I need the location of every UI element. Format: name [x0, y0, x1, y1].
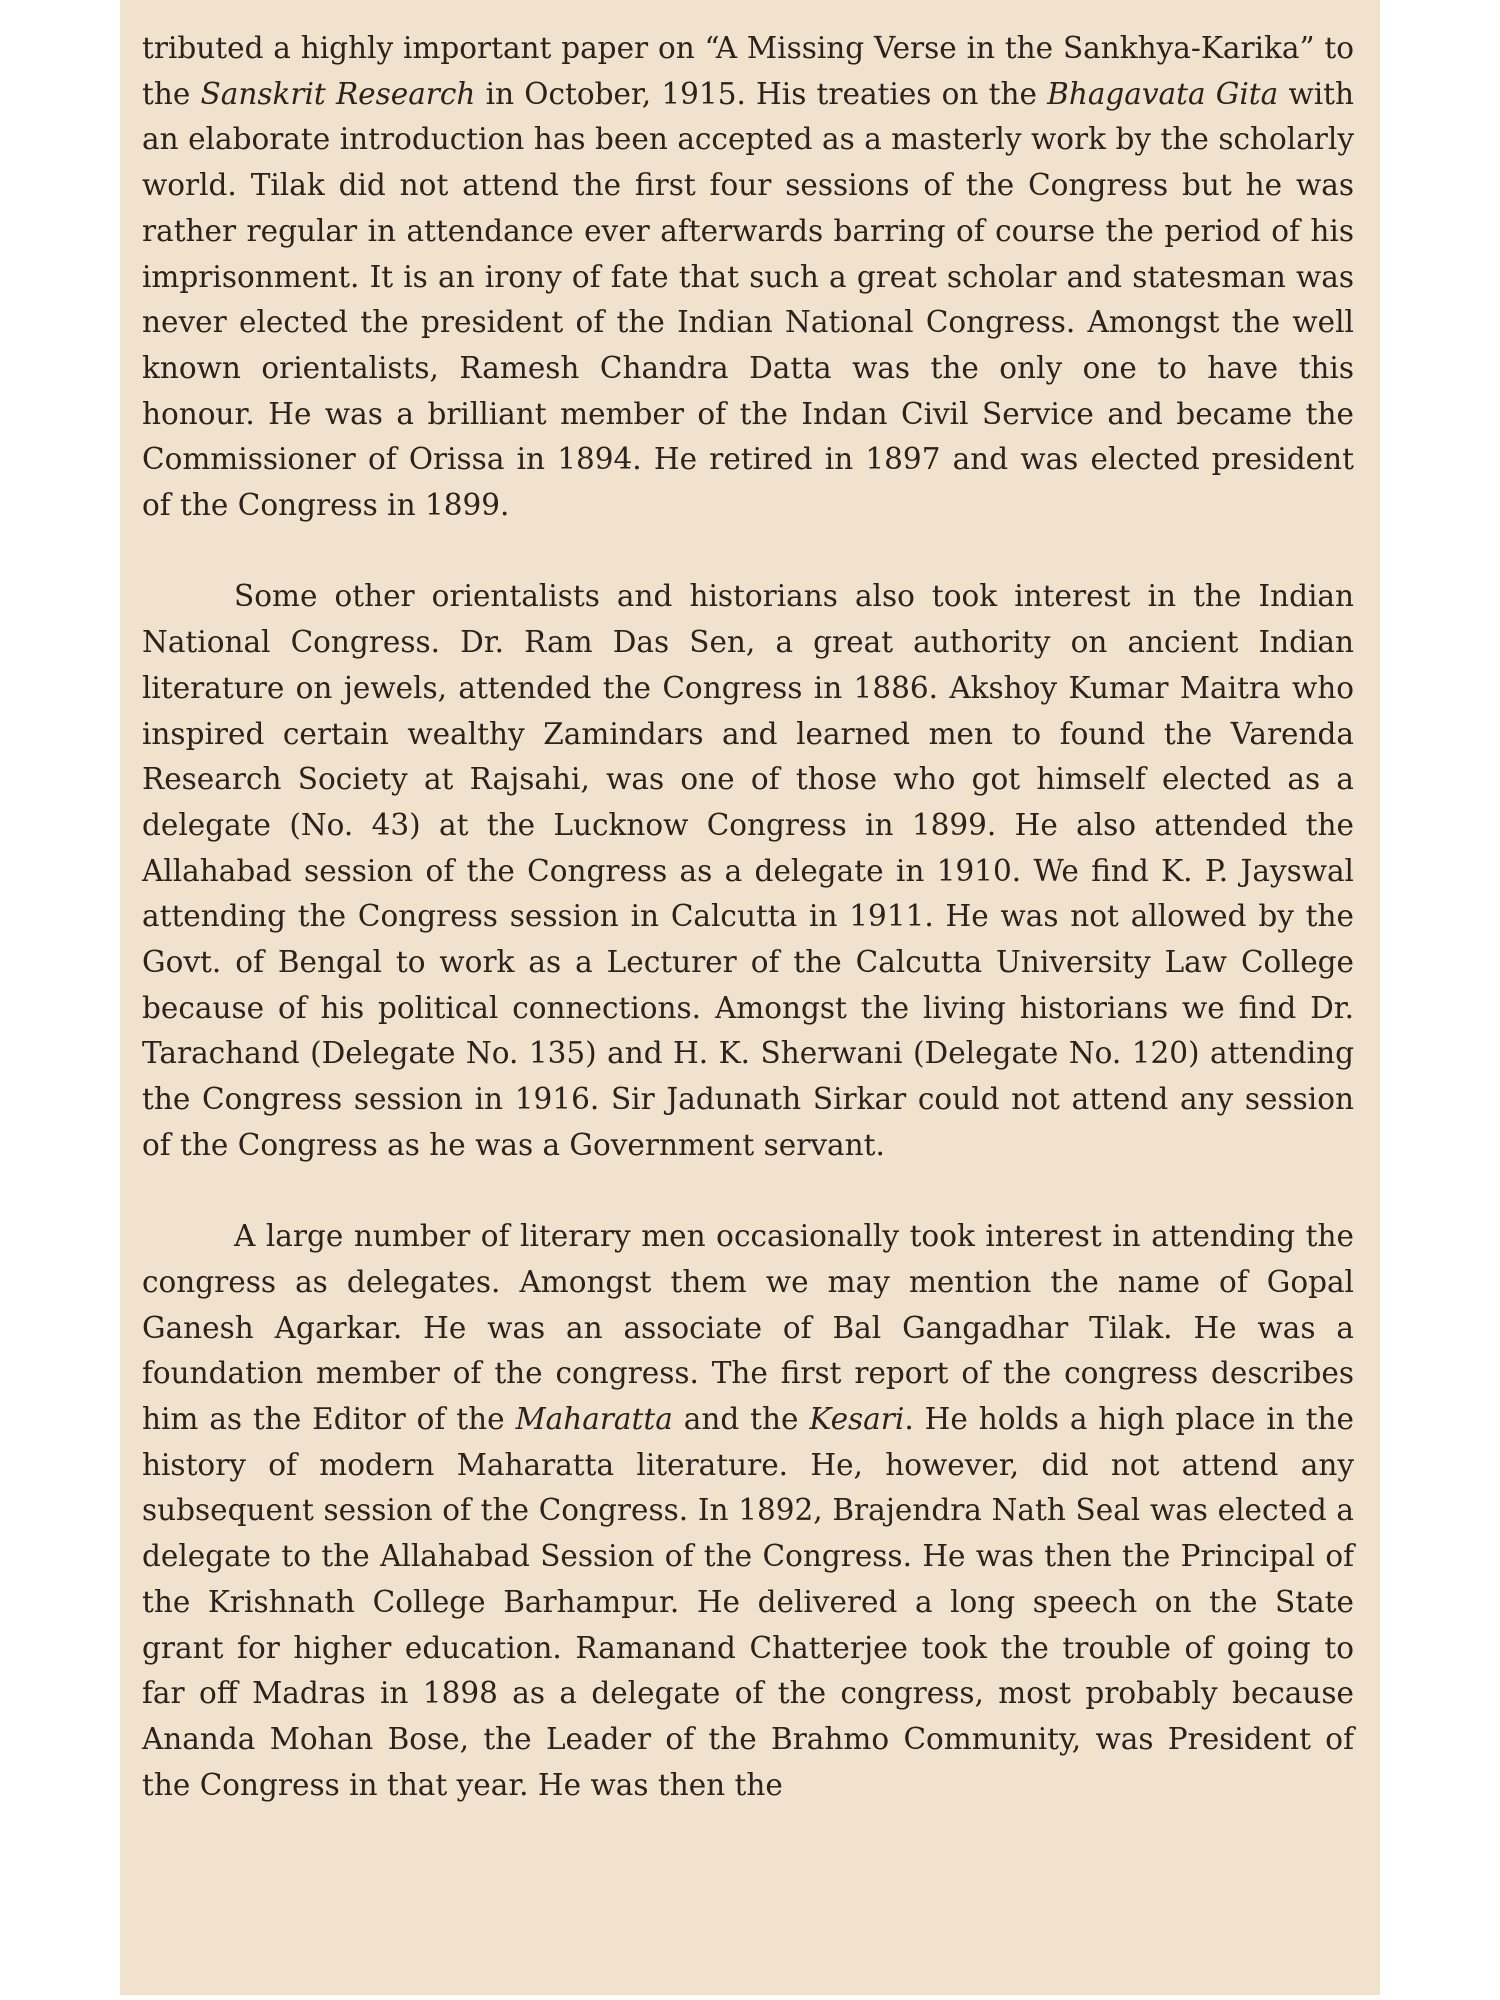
text-segment: . He holds a high place in the history of modern Maharatta literature. He, however, did not attend any subsequent session of the Congress. In 1892, Brajendra Nath Seal was elected a delegate to the Allahabad Session of the Congress. He was then the Principal of the Krishnath College Barhampur. He delivered a long speech on the State grant for higher education. Ramanand Chatterjee took the trouble of going to far off Madras in 1898 as a delegate of the congress, most probably because Ananda Mohan Bose, the Leader of the Brahmo Community, was President of the Congress in that year. He was then the — [142, 1402, 1354, 1802]
newspaper-title-kesari: Kesari — [809, 1402, 905, 1437]
paragraph-gap — [142, 529, 1354, 575]
paragraph-3 — [142, 1214, 1354, 1808]
text-segment: A large number of literary men occasionally took interest in attending the congress as delegates. Amongst them we may mention the name of Gopal Ganesh Agarkar. He was an associate of Bal Gangadhar Tilak. He was a foundation member of the congress. The first report of the congress describes him as the Editor of the — [142, 1219, 1354, 1437]
paragraph-2 — [142, 574, 1354, 1168]
journal-title-sanskrit-research: Sanskrit Research — [200, 76, 476, 111]
newspaper-title-maharatta: Maharatta — [515, 1402, 673, 1437]
book-title-bhagavata-gita: Bhagavata Gita — [1047, 76, 1279, 111]
text-segment: tributed a highly important paper on “A Missing Verse in the Sankhya-Karika” to the — [142, 31, 1354, 111]
text-segment: in October, 1915. His treaties on the — [475, 76, 1048, 111]
paragraph-1 — [142, 26, 1354, 529]
text-segment: and the — [672, 1402, 810, 1437]
page-body-text — [142, 26, 1354, 1808]
paragraph-gap — [142, 1169, 1354, 1215]
scanned-page — [120, 0, 1380, 1995]
text-segment: Some other orientalists and historians also took interest in the Indian National Congress. Dr. Ram Das Sen, a great authority on ancient Indian literature on jewels, attended the Congress in 1886. Akshoy Kumar Maitra who inspired certain wealthy Zamindars and learned men to found the Varenda Research Society at Rajsahi, was one of those who got himself elected as a delegate (No. 43) at the Lucknow Congress in 1899. He also attended the Allahabad session of the Congress as a delegate in 1910. We find K. P. Jayswal attending the Congress session in Calcutta in 1911. He was not allowed by the Govt. of Bengal to work as a Lecturer of the Calcutta University Law College because of his political connections. Amongst the living historians we find Dr. Tarachand (Delegate No. 135) and H. K. Sherwani (Delegate No. 120) attending the Congress session in 1916. Sir Jadunath Sirkar could not attend any session of the Congress as he was a Government servant. — [142, 579, 1354, 1162]
text-segment: with an elaborate introduction has been accepted as a masterly work by the scholarly world. Tilak did not attend the first four sessions of the Congress but he was rather regular in attendance ever afterwards barring of course the period of his imprisonment. It is an irony of fate that such a great scholar and statesman was never elected the president of the Indian National Congress. Amongst the well known orientalists, Ramesh Chandra Datta was the only one to have this honour. He was a brilliant member of the Indan Civil Service and became the Commissioner of Orissa in 1894. He retired in 1897 and was elected president of the Congress in 1899. — [142, 76, 1354, 523]
